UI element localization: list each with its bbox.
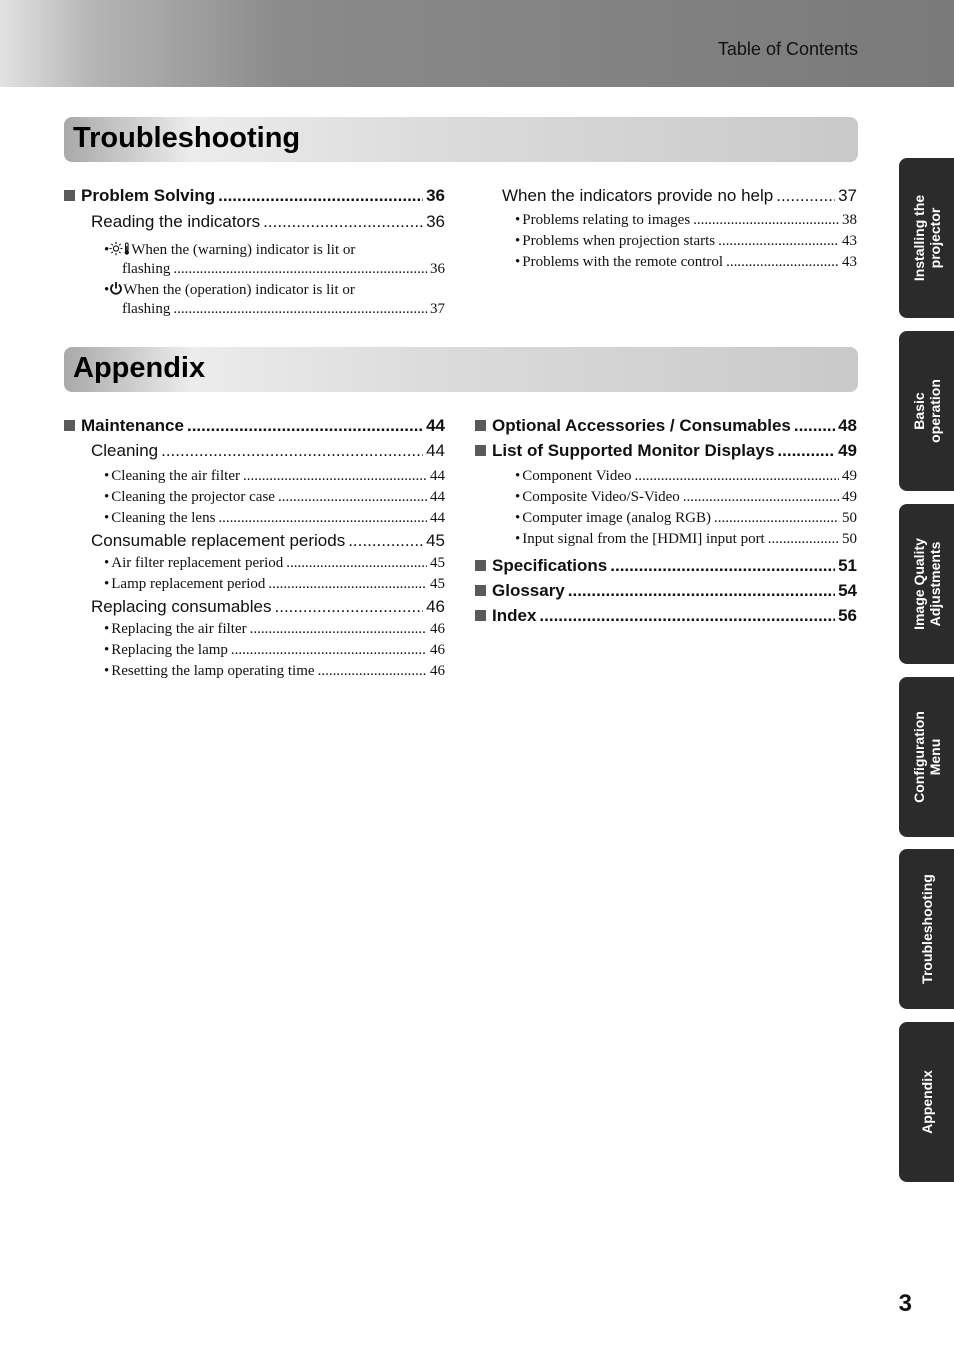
toc-entry-index[interactable]: Index ..... 56 [475, 606, 857, 631]
section-title-appendix: Appendix [73, 352, 206, 384]
toc-entry-maintenance[interactable]: Maintenance ..... 44 [64, 416, 445, 441]
toc-entry-cleaning-case[interactable]: • Cleaning the projector case ..... 44 [64, 489, 445, 510]
toc-entry-replacing-lamp[interactable]: • Replacing the lamp ..... 46 [64, 642, 445, 663]
header-bar [0, 0, 954, 87]
side-tab-configuration-menu[interactable]: Configuration Menu [899, 677, 954, 837]
side-tab-appendix[interactable]: Appendix [899, 1022, 954, 1182]
section-bar-troubleshooting [64, 117, 858, 162]
page-number: 3 [898, 1290, 912, 1317]
toc-entry-cleaning-lens[interactable]: • Cleaning the lens ..... 44 [64, 510, 445, 531]
toc-entry-problem-solving[interactable]: Problem Solving ..... 36 [64, 186, 445, 211]
toc-entry-cleaning-air-filter[interactable]: • Cleaning the air filter ..... 44 [64, 468, 445, 489]
toc-entry-operation-indicator[interactable]: • When the (operation) indicator is lit or [104, 282, 355, 298]
section-title-troubleshooting: Troubleshooting [73, 122, 301, 154]
square-bullet-icon [475, 585, 486, 596]
toc-entry-composite-video[interactable]: • Composite Video/S-Video ..... 49 [475, 489, 857, 510]
square-bullet-icon [64, 420, 75, 431]
appendix-right-column [475, 416, 857, 631]
toc-entry-warning-indicator[interactable]: • When the (warning) indicator is lit or [104, 242, 356, 258]
square-bullet-icon [475, 445, 486, 456]
toc-entry-component-video[interactable]: • Component Video ..... 49 [475, 468, 857, 489]
toc-entry-replacing[interactable]: Replacing consumables ..... 46 [64, 597, 445, 622]
toc-entry-cleaning[interactable]: Cleaning ..... 44 [64, 441, 445, 466]
toc-entry-computer-image[interactable]: • Computer image (analog RGB) ..... 50 [475, 510, 857, 531]
sun-thermometer-icon [109, 241, 131, 256]
toc-entry-glossary[interactable]: Glossary ..... 54 [475, 581, 857, 606]
side-tab-image-quality[interactable]: Image Quality Adjustments [899, 504, 954, 664]
toc-entry-warning-indicator-cont[interactable]: flashing ..... 36 [64, 261, 445, 281]
section-bar-appendix [64, 347, 858, 392]
toc-entry-hdmi-input[interactable]: • Input signal from the [HDMI] input port ..... 50 [475, 531, 857, 552]
header-title: Table of Contents [717, 39, 858, 59]
toc-entry-replacing-air-filter[interactable]: • Replacing the air filter ..... 46 [64, 621, 445, 642]
toc-entry-reading-indicators[interactable]: Reading the indicators ..... 36 [64, 212, 445, 237]
toc-entry-optional-accessories[interactable]: Optional Accessories / Consumables ..... 48 [475, 416, 857, 441]
toc-entry-no-help[interactable]: When the indicators provide no help ..... 37 [502, 186, 857, 211]
toc-entry-remote-control[interactable]: • Problems with the remote control ..... 43 [502, 254, 857, 275]
toc-entry-air-filter-period[interactable]: • Air filter replacement period ..... 45 [64, 555, 445, 576]
troubleshooting-right-column [502, 186, 857, 275]
troubleshooting-left-column [64, 186, 445, 321]
toc-entry-operation-indicator-cont[interactable]: flashing ..... 37 [64, 301, 445, 321]
toc-entry-specifications[interactable]: Specifications ..... 51 [475, 556, 857, 581]
side-tab-basic-operation[interactable]: Basic operation [899, 331, 954, 491]
square-bullet-icon [64, 190, 75, 201]
toc-entry-projection-starts[interactable]: • Problems when projection starts ..... 43 [502, 233, 857, 254]
square-bullet-icon [475, 610, 486, 621]
square-bullet-icon [475, 420, 486, 431]
appendix-left-column [64, 416, 445, 684]
power-icon [109, 281, 123, 296]
toc-entry-lamp-period[interactable]: • Lamp replacement period ..... 45 [64, 576, 445, 597]
toc-entry-replacement-periods[interactable]: Consumable replacement periods ..... 45 [64, 531, 445, 556]
toc-entry-images[interactable]: • Problems relating to images ..... 38 [502, 212, 857, 233]
square-bullet-icon [475, 560, 486, 571]
side-tab-troubleshooting[interactable]: Troubleshooting [899, 849, 954, 1009]
toc-entry-resetting-lamp-time[interactable]: • Resetting the lamp operating time ..... 46 [64, 663, 445, 684]
side-tab-installing[interactable]: Installing the projector [899, 158, 954, 318]
toc-entry-supported-displays[interactable]: List of Supported Monitor Displays ..... 49 [475, 441, 857, 466]
